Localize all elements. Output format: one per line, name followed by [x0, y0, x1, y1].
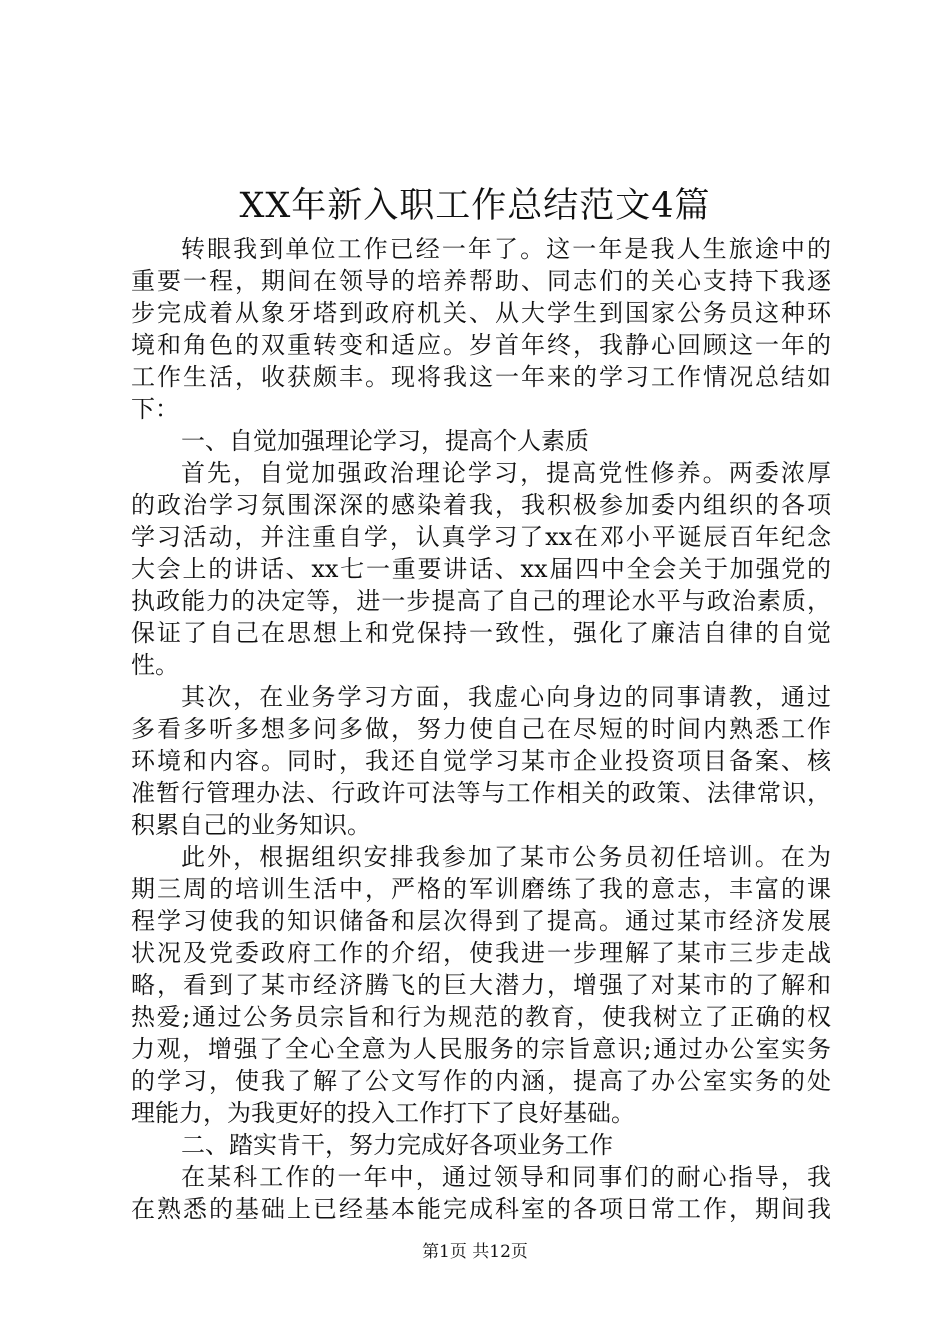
document-title: XX年新入职工作总结范文4篇	[239, 186, 711, 226]
paragraph-line: 此外，根据组织安排我参加了某市公务员初任培训。在为	[181, 843, 831, 871]
paragraph-line: 性。	[131, 651, 179, 679]
paragraph-line: 步完成着从象牙塔到政府机关、从大学生到国家公务员这种环	[131, 299, 831, 327]
section-heading: 二、踏实肯干，努力完成好各项业务工作	[181, 1131, 613, 1159]
paragraph-line: 的学习，使我了解了公文写作的内涵，提高了办公室实务的处	[131, 1067, 831, 1095]
paragraph-line: 环境和内容。同时，我还自觉学习某市企业投资项目备案、核	[131, 747, 831, 775]
paragraph-line: 力观，增强了全心全意为人民服务的宗旨意识;通过办公室实务	[131, 1035, 831, 1063]
paragraph-line: 首先，自觉加强政治理论学习，提高党性修养。两委浓厚	[181, 459, 831, 487]
paragraph-line: 多看多听多想多问多做，努力使自己在尽短的时间内熟悉工作	[131, 715, 831, 743]
paragraph-line: 执政能力的决定等，进一步提高了自己的理论水平与政治素质，	[131, 587, 831, 615]
paragraph-line: 学习活动，并注重自学，认真学习了xx在邓小平诞辰百年纪念	[131, 523, 831, 551]
paragraph-line: 在熟悉的基础上已经基本能完成科室的各项日常工作，期间我	[131, 1195, 831, 1223]
paragraph-line: 大会上的讲话、xx七一重要讲话、xx届四中全会关于加强党的	[131, 555, 831, 583]
paragraph-line: 其次，在业务学习方面，我虚心向身边的同事请教，通过	[181, 683, 831, 711]
section-heading: 一、自觉加强理论学习，提高个人素质	[181, 427, 589, 455]
paragraph-line: 略，看到了某市经济腾飞的巨大潜力，增强了对某市的了解和	[131, 971, 831, 999]
document-body	[131, 233, 831, 1225]
paragraph-line: 在某科工作的一年中，通过领导和同事们的耐心指导，我	[181, 1163, 831, 1191]
paragraph-line: 境和角色的双重转变和适应。岁首年终，我静心回顾这一年的	[131, 331, 831, 359]
paragraph-line: 下：	[131, 395, 179, 423]
paragraph-line: 准暂行管理办法、行政许可法等与工作相关的政策、法律常识，	[131, 779, 831, 807]
page-number: 第1页 共12页	[422, 1242, 528, 1262]
paragraph-line: 期三周的培训生活中，严格的军训磨练了我的意志，丰富的课	[131, 875, 831, 903]
paragraph-line: 理能力，为我更好的投入工作打下了良好基础。	[131, 1099, 635, 1127]
paragraph-line: 的政治学习氛围深深的感染着我，我积极参加委内组织的各项	[131, 491, 831, 519]
paragraph-line: 程学习使我的知识储备和层次得到了提高。通过某市经济发展	[131, 907, 831, 935]
paragraph-line: 积累自己的业务知识。	[131, 811, 371, 839]
paragraph-line: 状况及党委政府工作的介绍，使我进一步理解了某市三步走战	[131, 939, 831, 967]
paragraph-line: 工作生活，收获颇丰。现将我这一年来的学习工作情况总结如	[131, 363, 831, 391]
paragraph-line: 热爱;通过公务员宗旨和行为规范的教育，使我树立了正确的权	[131, 1003, 831, 1031]
paragraph-line: 重要一程，期间在领导的培养帮助、同志们的关心支持下我逐	[131, 267, 831, 295]
paragraph-line: 保证了自己在思想上和党保持一致性，强化了廉洁自律的自觉	[131, 619, 831, 647]
paragraph-line: 转眼我到单位工作已经一年了。这一年是我人生旅途中的	[181, 235, 831, 263]
